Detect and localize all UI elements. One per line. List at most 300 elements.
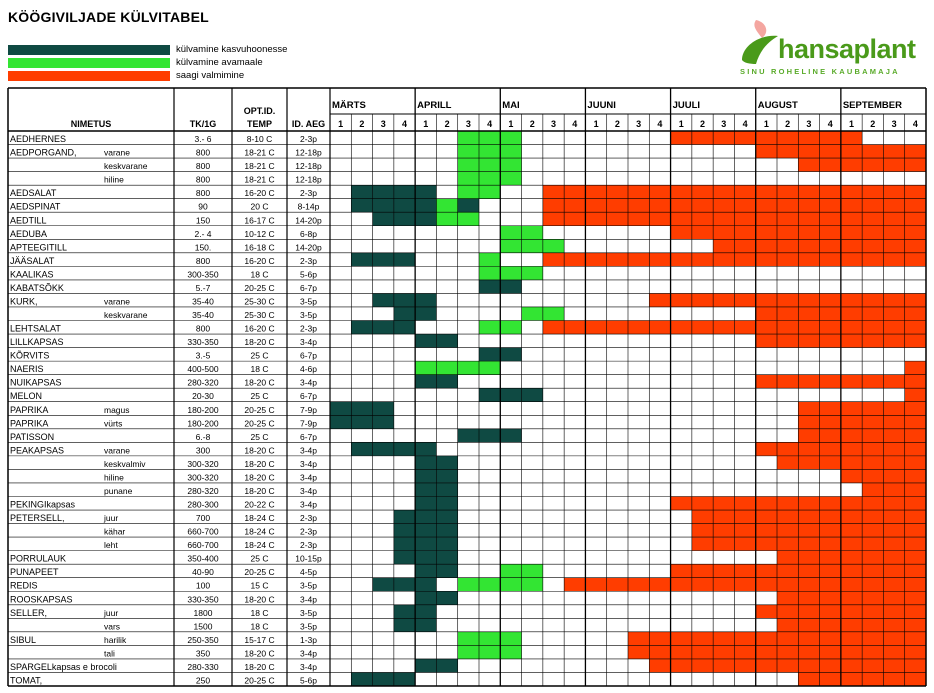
schedule-cell [905,361,926,375]
row-days: 3-4p [299,458,318,469]
schedule-cell [798,578,819,592]
row-count: 300 [195,445,211,456]
schedule-cell [798,307,819,321]
schedule-cell [756,321,777,335]
schedule-cell [841,524,862,538]
schedule-cell [671,185,692,199]
schedule-cell [883,226,904,240]
row-temp: 18-20 C [244,594,275,605]
row-count: 800 [195,161,211,172]
week-label: 4 [572,119,578,129]
schedule-cell [841,375,862,389]
schedule-cell [798,158,819,172]
row-name: SELLER, [10,607,48,618]
schedule-cell [883,496,904,510]
row-name: ROOSKAPSAS [10,594,73,605]
schedule-cell [777,645,798,659]
schedule-cell [543,199,564,213]
schedule-cell [756,496,777,510]
schedule-cell [415,307,436,321]
schedule-cell [734,578,755,592]
schedule-cell [905,537,926,551]
schedule-cell [479,158,500,172]
schedule-cell [500,578,521,592]
schedule-cell [436,510,457,524]
schedule-cell [798,510,819,524]
schedule-cell [628,253,649,267]
schedule-cell [905,226,926,240]
row-days: 5-6p [299,675,318,686]
schedule-cell [628,632,649,646]
schedule-cell [713,321,734,335]
schedule-cell [798,321,819,335]
row-count: 180-200 [187,418,219,429]
row-days: 12-18p [295,147,322,158]
schedule-cell [713,578,734,592]
row-count: 1500 [193,621,213,632]
row-days: 3-5p [299,621,318,632]
schedule-cell [734,537,755,551]
schedule-cell [905,321,926,335]
schedule-cell [415,375,436,389]
schedule-cell [883,429,904,443]
row-temp: 18-24 C [244,526,275,537]
schedule-cell [415,618,436,632]
schedule-cell [777,226,798,240]
row-variety: varane [104,296,130,307]
schedule-cell [564,212,585,226]
schedule-cell [756,442,777,456]
row-temp: 18-21 C [244,147,275,158]
schedule-cell [798,199,819,213]
schedule-cell [862,415,883,429]
schedule-cell [841,510,862,524]
row-days: 3-4p [299,648,318,659]
row-days: 3-5p [299,580,318,591]
schedule-cell [777,632,798,646]
row-count: 300-350 [187,269,219,280]
row-name: PATISSON [10,431,55,442]
schedule-cell [692,226,713,240]
row-count: 3.-5 [195,350,211,361]
row-variety: punane [104,485,133,496]
schedule-cell [798,632,819,646]
schedule-cell [415,361,436,375]
schedule-cell [649,185,670,199]
schedule-cell [841,591,862,605]
week-label: 1 [848,119,855,129]
schedule-cell [585,253,606,267]
schedule-cell [756,510,777,524]
schedule-cell [883,334,904,348]
schedule-cell [777,442,798,456]
schedule-cell [841,605,862,619]
row-variety: harilik [104,634,127,645]
schedule-cell [692,632,713,646]
schedule-cell [373,185,394,199]
schedule-cell [479,253,500,267]
row-variety: varane [104,445,130,456]
schedule-cell [862,645,883,659]
schedule-cell [628,645,649,659]
schedule-cell [436,456,457,470]
schedule-cell [692,578,713,592]
row-count: 400-500 [187,364,219,375]
schedule-cell [883,307,904,321]
schedule-cell [756,524,777,538]
schedule-cell [734,510,755,524]
header-days: ID. AEG [291,119,326,129]
schedule-cell [734,199,755,213]
schedule-cell [373,199,394,213]
schedule-cell [522,307,543,321]
row-variety: kähar [104,526,126,537]
schedule-cell [862,672,883,686]
schedule-cell [734,226,755,240]
schedule-cell [713,496,734,510]
row-count: 800 [195,174,211,185]
schedule-cell [905,293,926,307]
schedule-cell [543,307,564,321]
schedule-cell [394,199,415,213]
row-days: 5-6p [299,269,318,280]
schedule-cell [798,415,819,429]
schedule-cell [798,605,819,619]
schedule-cell [671,564,692,578]
schedule-cell [777,510,798,524]
month-label: APRILL [417,100,452,111]
row-days: 12-18p [295,174,322,185]
schedule-cell [905,551,926,565]
row-days: 3-4p [299,594,318,605]
row-days: 7-9p [299,404,318,415]
header-temp-line2: TEMP [246,119,273,129]
schedule-cell [756,212,777,226]
schedule-cell [862,307,883,321]
schedule-cell [692,185,713,199]
schedule-cell [756,185,777,199]
schedule-cell [692,131,713,145]
schedule-cell [585,578,606,592]
schedule-cell [756,375,777,389]
schedule-cell [436,199,457,213]
schedule-cell [905,456,926,470]
schedule-cell [479,361,500,375]
schedule-cell [394,253,415,267]
schedule-cell [841,293,862,307]
schedule-cell [500,239,521,253]
schedule-cell [522,266,543,280]
schedule-cell [905,469,926,483]
schedule-cell [798,212,819,226]
row-name: APTEEGITILL [10,242,68,253]
schedule-cell [458,199,479,213]
schedule-cell [756,239,777,253]
schedule-cell [905,185,926,199]
row-name: MELON [10,391,43,402]
schedule-cell [862,524,883,538]
brand-name: hansaplant [778,34,916,64]
schedule-cell [415,564,436,578]
schedule-cell [330,415,351,429]
row-days: 3-4p [299,337,318,348]
schedule-cell [862,537,883,551]
schedule-cell [883,645,904,659]
row-count: 350-400 [187,553,219,564]
schedule-cell [756,199,777,213]
row-temp: 18-20 C [244,485,275,496]
row-days: 7-9p [299,418,318,429]
schedule-cell [883,578,904,592]
schedule-cell [734,253,755,267]
schedule-cell [862,375,883,389]
schedule-cell [820,537,841,551]
schedule-cell [543,321,564,335]
schedule-cell [841,469,862,483]
schedule-cell [756,334,777,348]
month-label: SEPTEMBER [842,100,902,111]
row-name: KAALIKAS [10,269,54,280]
row-temp: 20-25 C [244,282,275,293]
row-days: 2-3p [299,134,318,145]
row-variety: keskvalmiv [104,458,146,469]
schedule-cell [415,334,436,348]
schedule-cell [373,293,394,307]
schedule-cell [415,510,436,524]
schedule-cell [820,253,841,267]
row-temp: 16-20 C [244,188,275,199]
row-count: 100 [195,580,211,591]
schedule-cell [862,618,883,632]
schedule-cell [351,415,372,429]
schedule-cell [905,334,926,348]
schedule-cell [692,564,713,578]
schedule-cell [692,524,713,538]
row-variety: hiline [104,472,124,483]
schedule-cell [436,659,457,673]
schedule-cell [522,388,543,402]
schedule-cell [436,537,457,551]
row-days: 6-7p [299,431,318,442]
week-label: 3 [465,119,471,129]
schedule-cell [777,524,798,538]
schedule-cell [436,524,457,538]
schedule-cell [798,618,819,632]
row-name: REDIS [10,580,38,591]
schedule-cell [841,415,862,429]
schedule-cell [905,239,926,253]
schedule-cell [351,185,372,199]
schedule-cell [585,321,606,335]
schedule-cell [734,645,755,659]
schedule-cell [671,578,692,592]
schedule-cell [713,253,734,267]
row-name: PEAKAPSAS [10,445,65,456]
schedule-cell [500,131,521,145]
schedule-cell [479,321,500,335]
row-days: 1-3p [299,634,318,645]
schedule-cell [756,226,777,240]
schedule-cell [820,605,841,619]
month-label: JUULI [672,100,701,111]
schedule-cell [777,307,798,321]
schedule-cell [798,185,819,199]
schedule-cell [436,591,457,605]
schedule-cell [543,253,564,267]
schedule-cell [841,496,862,510]
row-name: NAERIS [10,364,44,375]
row-count: 800 [195,323,211,334]
schedule-cell [883,618,904,632]
schedule-cell [415,578,436,592]
legend-label-harvest: saagi valmimine [176,70,245,81]
schedule-cell [798,429,819,443]
schedule-cell [820,415,841,429]
schedule-cell [798,659,819,673]
schedule-cell [500,158,521,172]
schedule-cell [734,632,755,646]
schedule-cell [415,496,436,510]
schedule-cell [820,645,841,659]
schedule-cell [436,375,457,389]
schedule-cell [862,429,883,443]
schedule-cell [671,131,692,145]
schedule-cell [883,524,904,538]
row-days: 2-3p [299,188,318,199]
row-count: 250-350 [187,634,219,645]
schedule-cell [500,632,521,646]
schedule-cell [373,442,394,456]
schedule-cell [820,442,841,456]
schedule-cell [777,564,798,578]
schedule-cell [905,253,926,267]
schedule-cell [692,510,713,524]
schedule-cell [394,537,415,551]
schedule-cell [692,293,713,307]
schedule-cell [671,645,692,659]
schedule-cell [777,145,798,159]
schedule-cell [415,537,436,551]
schedule-cell [862,442,883,456]
row-name: KURK, [10,296,38,307]
row-name: JÄÄSALAT [10,255,55,266]
schedule-cell [458,145,479,159]
row-count: 280-320 [187,485,219,496]
row-count: 1800 [193,607,213,618]
row-days: 6-8p [299,228,318,239]
schedule-cell [820,510,841,524]
schedule-cell [777,131,798,145]
schedule-cell [713,510,734,524]
schedule-cell [862,564,883,578]
row-days: 2-3p [299,513,318,524]
schedule-cell [862,321,883,335]
schedule-cell [841,212,862,226]
schedule-cell [394,307,415,321]
schedule-cell [883,469,904,483]
row-count: 300-320 [187,472,219,483]
schedule-cell [394,212,415,226]
row-count: 35-40 [192,296,214,307]
row-temp: 15-17 C [244,634,275,645]
row-variety: juur [104,607,119,618]
schedule-cell [883,321,904,335]
schedule-cell [820,659,841,673]
schedule-cell [756,578,777,592]
schedule-cell [607,578,628,592]
schedule-cell [820,199,841,213]
schedule-cell [628,199,649,213]
row-variety: juur [104,513,119,524]
row-temp: 25 C [250,553,269,564]
schedule-cell [905,442,926,456]
legend-label-greenhouse: külvamine kasvuhoonesse [176,44,288,55]
schedule-cell [713,185,734,199]
row-days: 4-5p [299,567,318,578]
schedule-cell [479,348,500,362]
row-variety: hiline [104,174,124,185]
row-count: 2.- 4 [194,228,212,239]
schedule-cell [883,442,904,456]
row-count: 90 [198,201,208,212]
schedule-cell [479,266,500,280]
schedule-cell [777,605,798,619]
row-temp: 18-20 C [244,377,275,388]
schedule-cell [692,321,713,335]
schedule-cell [820,226,841,240]
schedule-cell [841,659,862,673]
schedule-cell [713,212,734,226]
schedule-cell [798,375,819,389]
schedule-cell [862,591,883,605]
schedule-cell [564,253,585,267]
page-title: KÖÖGIVILJADE KÜLVITABEL [8,9,209,25]
row-temp: 25-30 C [244,296,275,307]
schedule-cell [756,564,777,578]
row-name: AEDSPINAT [10,201,61,212]
row-count: 700 [195,513,211,524]
row-name: TOMAT, [10,675,43,686]
row-name: AEDUBA [10,228,48,239]
row-name: PEKINGIkapsas [10,499,76,510]
schedule-cell [777,375,798,389]
schedule-cell [713,659,734,673]
schedule-cell [458,632,479,646]
schedule-cell [777,199,798,213]
schedule-cell [820,632,841,646]
schedule-cell [479,429,500,443]
schedule-cell [883,591,904,605]
schedule-cell [820,456,841,470]
row-name: AEDHERNES [10,134,67,145]
schedule-cell [479,172,500,186]
week-label: 3 [636,119,642,129]
schedule-cell [883,672,904,686]
row-temp: 20-25 C [244,418,275,429]
row-name: AEDTILL [10,215,47,226]
schedule-cell [351,442,372,456]
schedule-cell [649,293,670,307]
schedule-cell [713,564,734,578]
schedule-cell [798,524,819,538]
row-temp: 18-21 C [244,161,275,172]
schedule-cell [883,253,904,267]
schedule-cell [734,185,755,199]
row-days: 2-3p [299,323,318,334]
schedule-cell [841,537,862,551]
schedule-cell [394,578,415,592]
schedule-cell [415,659,436,673]
